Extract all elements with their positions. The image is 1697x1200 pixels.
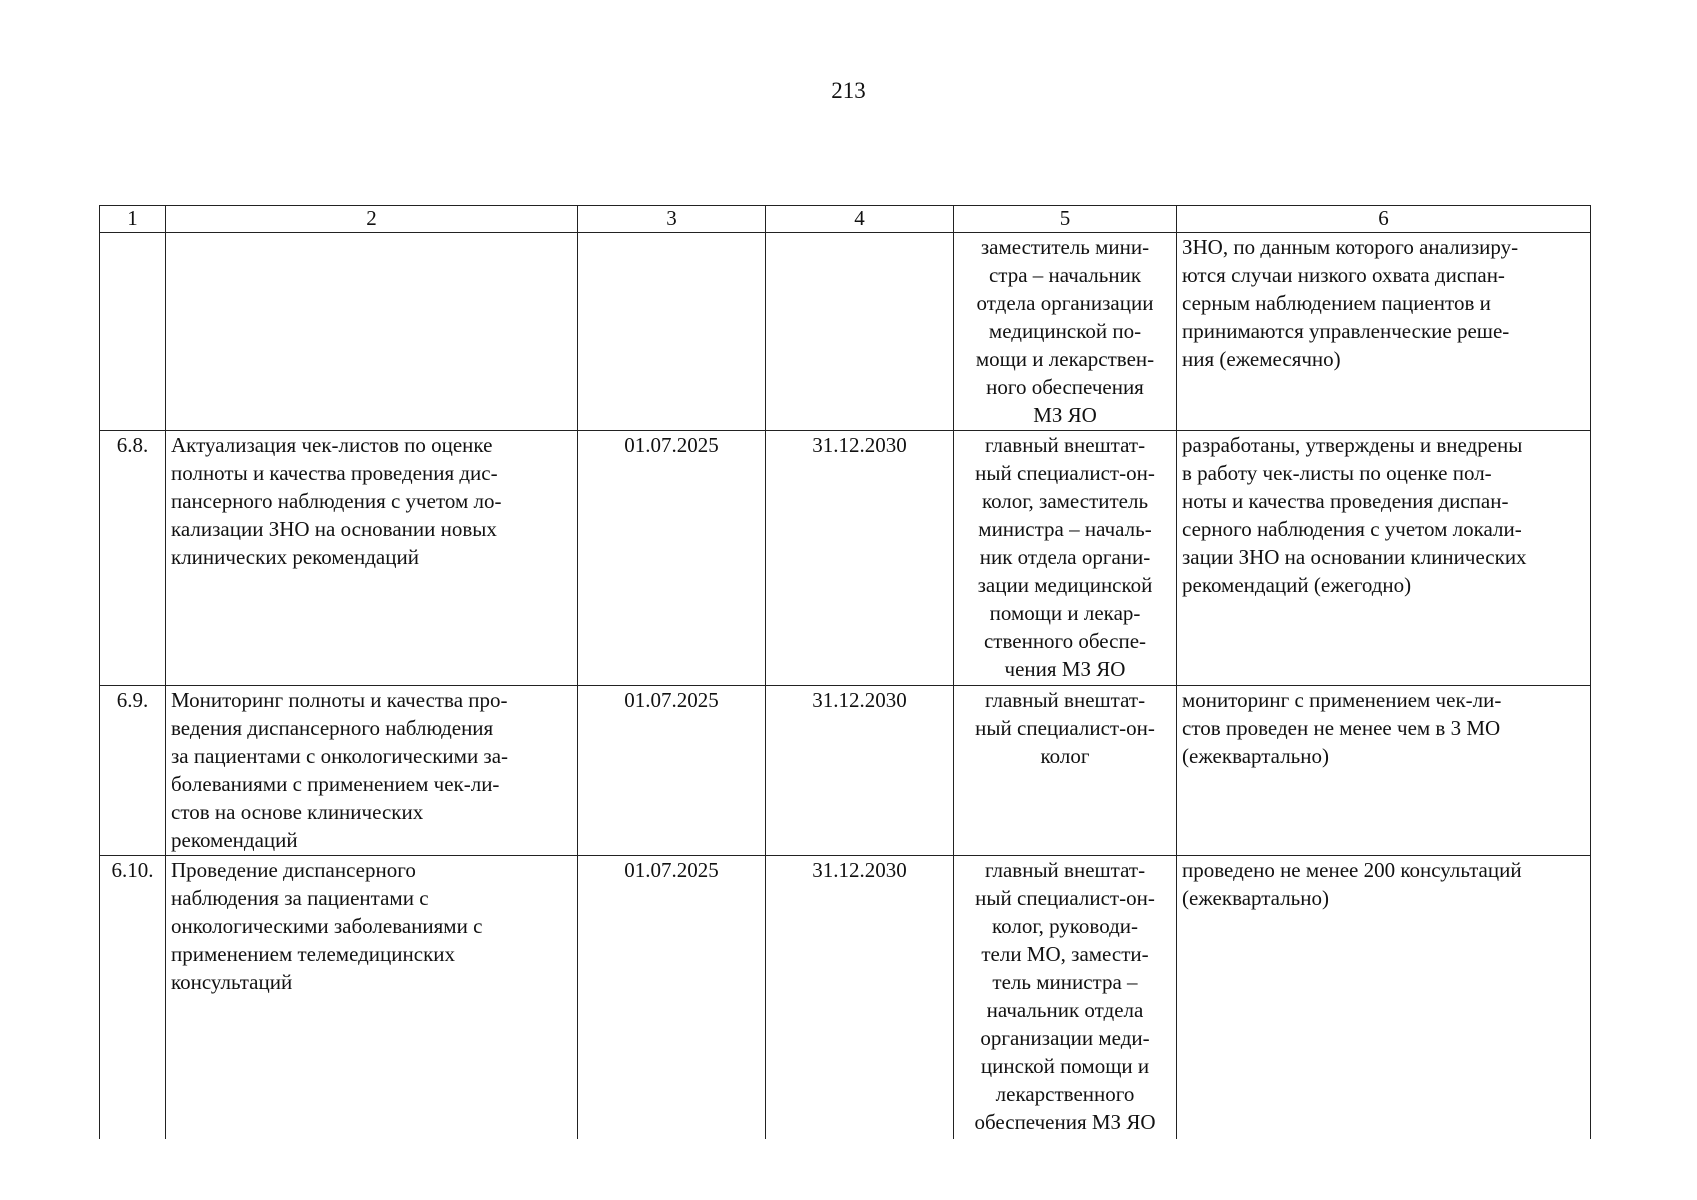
task-cell: Актуализация чек-листов по оценке полноты и качества проведения дис- пансерного наблюдения с учетом ло- кализации ЗНО на основании новых клинических рекомендаций: [166, 431, 578, 686]
row-number: [100, 233, 166, 431]
task-cell: Мониторинг полноты и качества про- ведения диспансерного наблюдения за пациентами с онкологическими за- болеваниями с применением чек-ли- стов на основе клинических рекомендаций: [166, 686, 578, 856]
end-date-cell: 31.12.2030: [766, 431, 954, 686]
responsible-cell: заместитель мини- стра – начальник отдела организации медицинской по- мощи и лекарствен- ного обеспечения МЗ ЯО: [954, 233, 1177, 431]
column-header: 6: [1177, 206, 1591, 233]
table-header-row: [100, 206, 1591, 233]
start-date-cell: 01.07.2025: [578, 431, 766, 686]
result-cell: мониторинг с применением чек-ли- стов проведен не менее чем в 3 МО (ежеквартально): [1177, 686, 1591, 856]
start-date-cell: 01.07.2025: [578, 856, 766, 1139]
table-row: [100, 233, 1591, 431]
end-date-cell: 31.12.2030: [766, 856, 954, 1139]
result-cell: разработаны, утверждены и внедрены в работу чек-листы по оценке пол- ноты и качества проведения диспан- серного наблюдения с учетом локали- зации ЗНО на основании клинических рекомендаций (ежегодно): [1177, 431, 1591, 686]
column-header: 4: [766, 206, 954, 233]
start-date-cell: 01.07.2025: [578, 686, 766, 856]
row-number: 6.9.: [100, 686, 166, 856]
task-cell: Проведение диспансерного наблюдения за пациентами с онкологическими заболеваниями с применением телемедицинских консультаций: [166, 856, 578, 1139]
column-header: 2: [166, 206, 578, 233]
end-date-cell: [766, 233, 954, 431]
table-row: [100, 686, 1591, 856]
responsible-cell: главный внештат- ный специалист-он- колог, руководи- тели МО, замести- тель министра – начальник отдела организации меди- цинской помощи и лекарственного обеспечения МЗ ЯО: [954, 856, 1177, 1139]
task-cell: [166, 233, 578, 431]
end-date-cell: 31.12.2030: [766, 686, 954, 856]
column-header: 3: [578, 206, 766, 233]
row-number: 6.10.: [100, 856, 166, 1139]
column-header: 5: [954, 206, 1177, 233]
column-header: 1: [100, 206, 166, 233]
responsible-cell: главный внештат- ный специалист-он- колог: [954, 686, 1177, 856]
row-number: 6.8.: [100, 431, 166, 686]
responsible-cell: главный внештат- ный специалист-он- колог, заместитель министра – началь- ник отдела органи- зации медицинской помощи и лекар- ственного обеспе- чения МЗ ЯО: [954, 431, 1177, 686]
table-row: [100, 856, 1591, 1139]
table-row: [100, 431, 1591, 686]
start-date-cell: [578, 233, 766, 431]
page-number: 213: [831, 78, 866, 103]
plan-table: [99, 205, 1591, 1139]
result-cell: ЗНО, по данным которого анализиру- ются случаи низкого охвата диспан- серным наблюдением пациентов и принимаются управленческие реше- ния (ежемесячно): [1177, 233, 1591, 431]
result-cell: проведено не менее 200 консультаций (ежеквартально): [1177, 856, 1591, 1139]
